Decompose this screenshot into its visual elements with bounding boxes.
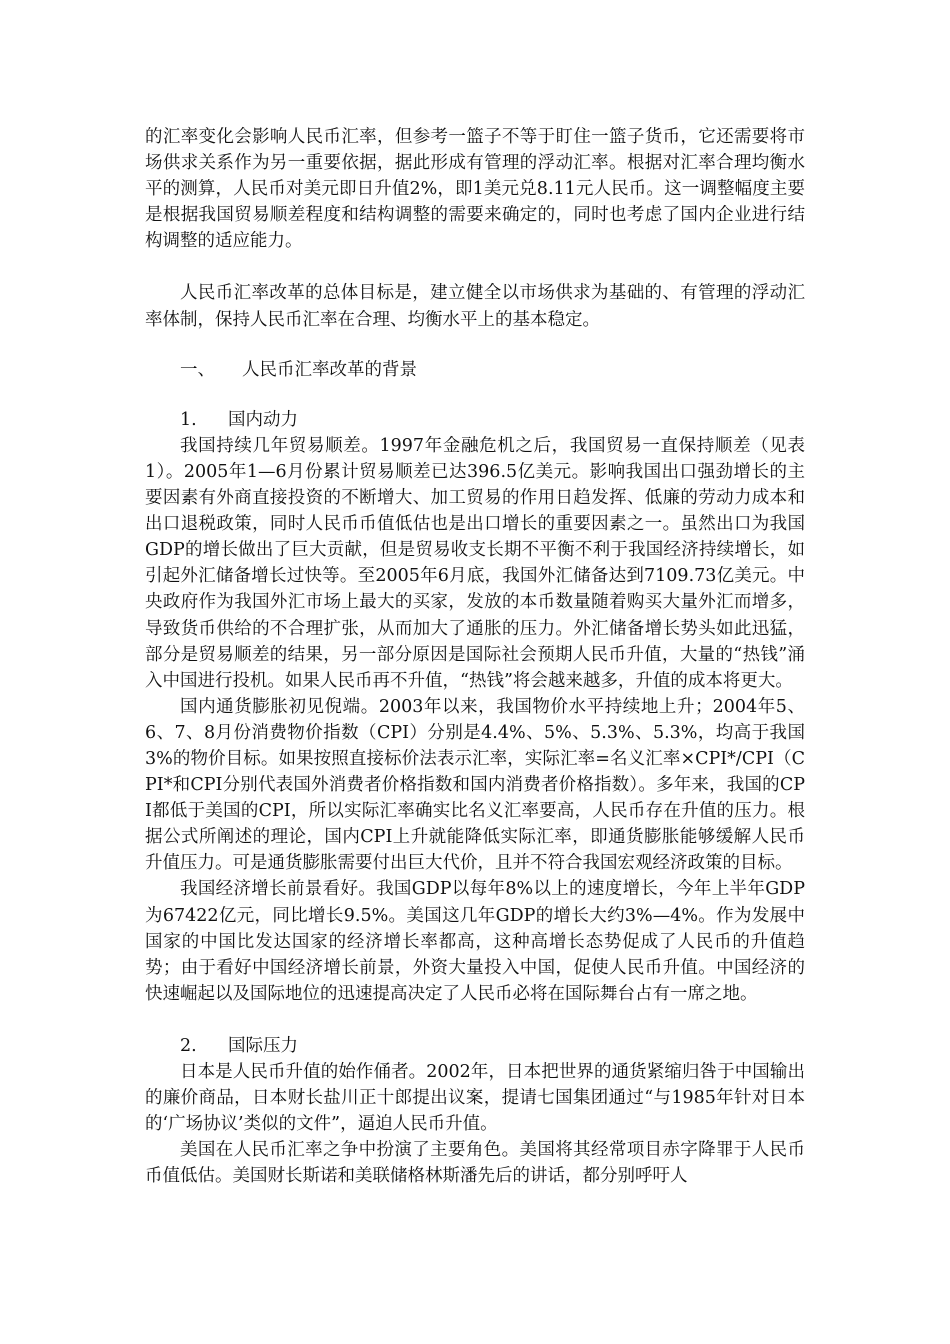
paragraph-united-states	[145, 1137, 805, 1189]
paragraph-text: 我国持续几年贸易顺差。1997年金融危机之后，我国贸易一直保持顺差（见表1）。2005年1—6月份累计贸易顺差已达396.5亿美元。影响我国出口强劲增长的主要因素有外商直接投资的不断增大、加工贸易的作用日趋发挥、低廉的劳动力成本和出口退税政策，同时人民币币值低估也是出口增长的重要因素之一。虽然出口为我国GDP的增长做出了巨大贡献，但是贸易收支长期不平衡不利于我国经济持续增长，如引起外汇储备增长过快等。至2005年6月底，我国外汇储备达到7109.73亿美元。中央政府作为我国外汇市场上最大的买家，发放的本币数量随着购买大量外汇而增多，导致货币供给的不合理扩张，从而加大了通胀的压力。外汇储备增长势头如此迅猛，部分是贸易顺差的结果，另一部分原因是国际社会预期人民币升值，大量的“热钱”涌入中国进行投机。如果人民币再不升值，“热钱”将会越来越多，升值的成本将更大。	[145, 435, 805, 691]
paragraph-text: 美国在人民币汇率之争中扮演了主要角色。美国将其经常项目赤字降罪于人民币币值低估。美国财长斯诺和美联储格林斯潘先后的讲话，都分别呼吁人	[145, 1140, 805, 1187]
paragraph-exchange-rate-mechanism	[145, 124, 805, 254]
section-title: 人民币汇率改革的背景	[242, 359, 417, 380]
paragraph-text: 国内通货膨胀初见倪端。2003年以来，我国物价水平持续地上升；2004年5、6、7、8月份消费物价指数（CPI）分别是4.4%、5%、5.3%、5.3%，均高于我国3%的物价目标。如果按照直接标价法表示汇率，实际汇率=名义汇率×CPI*/CPI（CPI*和CPI分别代表国外消费者价格指数和国内消费者价格指数）。多年来，我国的CPI都低于美国的CPI，所以实际汇率确实比名义汇率要高，人民币存在升值的压力。根据公式所阐述的理论，国内CPI上升就能降低实际汇率，即通货膨胀能够缓解人民币升值压力。可是通货膨胀需要付出巨大代价，且并不符合我国宏观经济政策的目标。	[145, 696, 805, 874]
paragraph-text: 日本是人民币升值的始作俑者。2002年，日本把世界的通货紧缩归咎于中国输出的廉价商品，日本财长盐川正十郎提出议案，提请七国集团通过“与1985年针对日本的‘广场协议’类似的文件”，逼迫人民币升值。	[145, 1062, 805, 1135]
subsection-heading-international	[145, 1033, 805, 1059]
paragraph-trade-surplus	[145, 433, 805, 694]
document-page	[145, 124, 805, 1189]
paragraph-text: 的汇率变化会影响人民币汇率，但参考一篮子不等于盯住一篮子货币，它还需要将市场供求关系作为另一重要依据，据此形成有管理的浮动汇率。根据对汇率合理均衡水平的测算，人民币对美元即日升值2%，即1美元兑8.11元人民币。这一调整幅度主要是根据我国贸易顺差程度和结构调整的需要来确定的，同时也考虑了国内企业进行结构调整的适应能力。	[145, 127, 805, 252]
paragraph-economic-growth	[145, 876, 805, 1006]
paragraph-reform-goal	[145, 280, 805, 332]
paragraph-text: 人民币汇率改革的总体目标是，建立健全以市场供求为基础的、有管理的浮动汇率体制，保持人民币汇率在合理、均衡水平上的基本稳定。	[145, 283, 805, 330]
subsection-number: 2.	[180, 1035, 197, 1056]
paragraph-japan	[145, 1059, 805, 1137]
paragraph-text: 我国经济增长前景看好。我国GDP以每年8%以上的速度增长，今年上半年GDP为67422亿元，同比增长9.5%。美国这几年GDP的增长大约3%—4%。作为发展中国家的中国比发达国家的经济增长率都高，这种高增长态势促成了人民币的升值趋势；由于看好中国经济增长前景，外资大量投入中国，促使人民币升值。中国经济的快速崛起以及国际地位的迅速提高决定了人民币必将在国际舞台占有一席之地。	[145, 879, 806, 1004]
section-number: 一、	[180, 359, 215, 380]
subsection-title: 国际压力	[228, 1035, 298, 1056]
subsection-number: 1.	[180, 409, 197, 430]
section-heading-background	[145, 357, 805, 383]
subsection-heading-domestic	[145, 407, 805, 433]
subsection-title: 国内动力	[228, 409, 298, 430]
paragraph-inflation	[145, 694, 805, 877]
